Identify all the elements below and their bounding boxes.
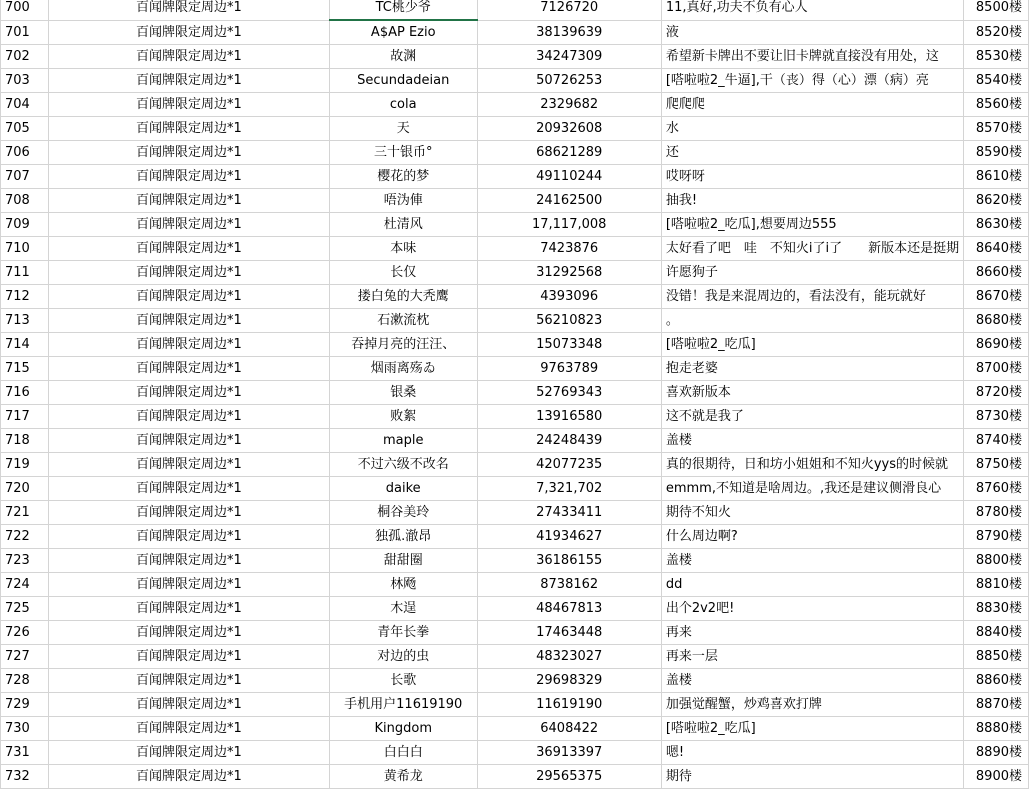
prize-cell[interactable]: 百闻牌限定周边*1 bbox=[48, 381, 329, 405]
comment-cell[interactable]: 液 bbox=[661, 20, 963, 45]
username-cell[interactable]: 搂白兔的大秃鹰 bbox=[329, 285, 477, 309]
table-row bbox=[1, 261, 1029, 285]
row-index-cell[interactable]: 730 bbox=[1, 717, 49, 741]
user-id-cell[interactable]: 13916580 bbox=[477, 405, 661, 429]
row-index-cell[interactable]: 700 bbox=[1, 0, 49, 20]
user-id-cell[interactable]: 36186155 bbox=[477, 549, 661, 573]
table-row bbox=[1, 717, 1029, 741]
user-id-cell[interactable]: 48467813 bbox=[477, 597, 661, 621]
prize-cell[interactable]: 百闻牌限定周边*1 bbox=[48, 45, 329, 69]
prize-cell[interactable]: 百闻牌限定周边*1 bbox=[48, 0, 329, 20]
username-cell[interactable]: maple bbox=[329, 429, 477, 453]
user-id-cell[interactable]: 49110244 bbox=[477, 165, 661, 189]
table-row bbox=[1, 597, 1029, 621]
username-cell[interactable]: 木逞 bbox=[329, 597, 477, 621]
user-id-cell[interactable]: 42077235 bbox=[477, 453, 661, 477]
table-row bbox=[1, 333, 1029, 357]
user-id-cell[interactable]: 8738162 bbox=[477, 573, 661, 597]
username-cell[interactable]: TC桃少爷 bbox=[329, 0, 477, 20]
comment-cell[interactable]: 抱走老婆 bbox=[661, 357, 963, 381]
username-cell[interactable]: 桐谷美玲 bbox=[329, 501, 477, 525]
floor-cell[interactable]: 8730楼 bbox=[964, 405, 1029, 429]
user-id-cell[interactable]: 52769343 bbox=[477, 381, 661, 405]
grid-body bbox=[1, 0, 1029, 789]
comment-cell[interactable]: 11,真好,功夫不负有心人 bbox=[661, 0, 963, 20]
row-index-cell[interactable]: 725 bbox=[1, 597, 49, 621]
username-cell[interactable]: Secundadeian bbox=[329, 69, 477, 93]
user-id-cell[interactable]: 7126720 bbox=[477, 0, 661, 20]
floor-cell[interactable]: 8540楼 bbox=[964, 69, 1029, 93]
comment-cell[interactable]: 。 bbox=[661, 309, 963, 333]
row-index-cell[interactable]: 718 bbox=[1, 429, 49, 453]
floor-cell[interactable]: 8660楼 bbox=[964, 261, 1029, 285]
user-id-cell[interactable]: 4393096 bbox=[477, 285, 661, 309]
floor-cell[interactable]: 8860楼 bbox=[964, 669, 1029, 693]
table-row bbox=[1, 45, 1029, 69]
row-index-cell[interactable]: 713 bbox=[1, 309, 49, 333]
prize-cell[interactable]: 百闻牌限定周边*1 bbox=[48, 333, 329, 357]
user-id-cell[interactable]: 68621289 bbox=[477, 141, 661, 165]
table-row bbox=[1, 285, 1029, 309]
username-cell[interactable]: 手机用户11619190 bbox=[329, 693, 477, 717]
username-cell[interactable]: Kingdom bbox=[329, 717, 477, 741]
table-row bbox=[1, 741, 1029, 765]
table-row bbox=[1, 309, 1029, 333]
row-index-cell[interactable]: 702 bbox=[1, 45, 49, 69]
table-row bbox=[1, 429, 1029, 453]
floor-cell[interactable]: 8620楼 bbox=[964, 189, 1029, 213]
row-index-cell[interactable]: 716 bbox=[1, 381, 49, 405]
table-row bbox=[1, 237, 1029, 261]
prize-cell[interactable]: 百闻牌限定周边*1 bbox=[48, 693, 329, 717]
prize-cell[interactable]: 百闻牌限定周边*1 bbox=[48, 237, 329, 261]
comment-cell[interactable]: 许愿狗子 bbox=[661, 261, 963, 285]
row-index-cell[interactable]: 714 bbox=[1, 333, 49, 357]
floor-cell[interactable]: 8700楼 bbox=[964, 357, 1029, 381]
floor-cell[interactable]: 8720楼 bbox=[964, 381, 1029, 405]
username-cell[interactable]: 银桑 bbox=[329, 381, 477, 405]
user-id-cell[interactable]: 20932608 bbox=[477, 117, 661, 141]
user-id-cell[interactable]: 29565375 bbox=[477, 765, 661, 789]
floor-cell[interactable]: 8640楼 bbox=[964, 237, 1029, 261]
table-row bbox=[1, 693, 1029, 717]
comment-cell[interactable]: 太好看了吧 哇 不知火i了i了 新版本还是挺期 bbox=[661, 237, 963, 261]
prize-cell[interactable]: 百闻牌限定周边*1 bbox=[48, 669, 329, 693]
floor-cell[interactable]: 8610楼 bbox=[964, 165, 1029, 189]
floor-cell[interactable]: 8830楼 bbox=[964, 597, 1029, 621]
row-index-cell[interactable]: 715 bbox=[1, 357, 49, 381]
prize-cell[interactable]: 百闻牌限定周边*1 bbox=[48, 429, 329, 453]
comment-cell[interactable]: 嗯! bbox=[661, 741, 963, 765]
user-id-cell[interactable]: 2329682 bbox=[477, 93, 661, 117]
username-cell[interactable]: 对边的虫 bbox=[329, 645, 477, 669]
row-index-cell[interactable]: 720 bbox=[1, 477, 49, 501]
username-cell[interactable]: 本味 bbox=[329, 237, 477, 261]
floor-cell[interactable]: 8740楼 bbox=[964, 429, 1029, 453]
row-index-cell[interactable]: 732 bbox=[1, 765, 49, 789]
table-row bbox=[1, 357, 1029, 381]
username-cell[interactable]: 独孤.澈昂 bbox=[329, 525, 477, 549]
prize-cell[interactable]: 百闻牌限定周边*1 bbox=[48, 69, 329, 93]
username-cell[interactable]: 白白白 bbox=[329, 741, 477, 765]
prize-cell[interactable]: 百闻牌限定周边*1 bbox=[48, 645, 329, 669]
user-id-cell[interactable]: 24162500 bbox=[477, 189, 661, 213]
prize-cell[interactable]: 百闻牌限定周边*1 bbox=[48, 525, 329, 549]
floor-cell[interactable]: 8690楼 bbox=[964, 333, 1029, 357]
floor-cell[interactable]: 8760楼 bbox=[964, 477, 1029, 501]
prize-cell[interactable]: 百闻牌限定周边*1 bbox=[48, 549, 329, 573]
user-id-cell[interactable]: 17,117,008 bbox=[477, 213, 661, 237]
floor-cell[interactable]: 8850楼 bbox=[964, 645, 1029, 669]
user-id-cell[interactable]: 24248439 bbox=[477, 429, 661, 453]
table-row bbox=[1, 477, 1029, 501]
comment-cell[interactable]: 哎呀呀 bbox=[661, 165, 963, 189]
floor-cell[interactable]: 8570楼 bbox=[964, 117, 1029, 141]
prize-cell[interactable]: 百闻牌限定周边*1 bbox=[48, 741, 329, 765]
user-id-cell[interactable]: 27433411 bbox=[477, 501, 661, 525]
user-id-cell[interactable]: 7,321,702 bbox=[477, 477, 661, 501]
username-cell[interactable]: 烟雨离殇ゐ bbox=[329, 357, 477, 381]
username-cell[interactable]: 长仅 bbox=[329, 261, 477, 285]
prize-cell[interactable]: 百闻牌限定周边*1 bbox=[48, 717, 329, 741]
comment-cell[interactable]: 水 bbox=[661, 117, 963, 141]
comment-cell[interactable]: dd bbox=[661, 573, 963, 597]
comment-cell[interactable]: 喜欢新版本 bbox=[661, 381, 963, 405]
row-index-cell[interactable]: 706 bbox=[1, 141, 49, 165]
comment-cell[interactable]: 希望新卡牌出不要让旧卡牌就直接没有用处，这 bbox=[661, 45, 963, 69]
row-index-cell[interactable]: 723 bbox=[1, 549, 49, 573]
row-index-cell[interactable]: 717 bbox=[1, 405, 49, 429]
comment-cell[interactable]: [嗒啦啦2_牛逼],干（丧）得（心）漂（病）亮 bbox=[661, 69, 963, 93]
prize-cell[interactable]: 百闻牌限定周边*1 bbox=[48, 20, 329, 45]
table-row bbox=[1, 549, 1029, 573]
comment-cell[interactable]: 真的很期待，日和坊小姐姐和不知火yys的时候就 bbox=[661, 453, 963, 477]
username-cell[interactable]: 天 bbox=[329, 117, 477, 141]
table-row bbox=[1, 93, 1029, 117]
username-cell[interactable]: 故渊 bbox=[329, 45, 477, 69]
floor-cell[interactable]: 8500楼 bbox=[964, 0, 1029, 20]
row-index-cell[interactable]: 710 bbox=[1, 237, 49, 261]
username-cell[interactable]: 杜清风 bbox=[329, 213, 477, 237]
user-id-cell[interactable]: 7423876 bbox=[477, 237, 661, 261]
comment-cell[interactable]: 加强觉醒蟹，炒鸡喜欢打牌 bbox=[661, 693, 963, 717]
table-row bbox=[1, 189, 1029, 213]
row-index-cell[interactable]: 724 bbox=[1, 573, 49, 597]
username-cell[interactable]: 樱花的梦 bbox=[329, 165, 477, 189]
floor-cell[interactable]: 8680楼 bbox=[964, 309, 1029, 333]
row-index-cell[interactable]: 719 bbox=[1, 453, 49, 477]
username-cell[interactable]: 败絮 bbox=[329, 405, 477, 429]
prize-cell[interactable]: 百闻牌限定周边*1 bbox=[48, 93, 329, 117]
username-cell[interactable]: 唔沩俥 bbox=[329, 189, 477, 213]
table-row bbox=[1, 213, 1029, 237]
row-index-cell[interactable]: 701 bbox=[1, 20, 49, 45]
row-index-cell[interactable]: 705 bbox=[1, 117, 49, 141]
row-index-cell[interactable]: 721 bbox=[1, 501, 49, 525]
comment-cell[interactable]: 盖楼 bbox=[661, 429, 963, 453]
table-row bbox=[1, 765, 1029, 789]
floor-cell[interactable]: 8870楼 bbox=[964, 693, 1029, 717]
floor-cell[interactable]: 8520楼 bbox=[964, 20, 1029, 45]
table-row bbox=[1, 453, 1029, 477]
floor-cell[interactable]: 8840楼 bbox=[964, 621, 1029, 645]
floor-cell[interactable]: 8750楼 bbox=[964, 453, 1029, 477]
row-index-cell[interactable]: 712 bbox=[1, 285, 49, 309]
prize-cell[interactable]: 百闻牌限定周边*1 bbox=[48, 285, 329, 309]
user-id-cell[interactable]: 56210823 bbox=[477, 309, 661, 333]
username-cell[interactable]: A$AP Ezio bbox=[329, 20, 477, 45]
comment-cell[interactable]: 没错！我是来混周边的，看法没有，能玩就好 bbox=[661, 285, 963, 309]
prize-cell[interactable]: 百闻牌限定周边*1 bbox=[48, 573, 329, 597]
comment-cell[interactable]: 期待不知火 bbox=[661, 501, 963, 525]
table-row bbox=[1, 645, 1029, 669]
row-index-cell[interactable]: 703 bbox=[1, 69, 49, 93]
floor-cell[interactable]: 8890楼 bbox=[964, 741, 1029, 765]
username-cell[interactable]: 青年长拳 bbox=[329, 621, 477, 645]
comment-cell[interactable]: 再来一层 bbox=[661, 645, 963, 669]
row-index-cell[interactable]: 729 bbox=[1, 693, 49, 717]
floor-cell[interactable]: 8880楼 bbox=[964, 717, 1029, 741]
row-index-cell[interactable]: 722 bbox=[1, 525, 49, 549]
username-cell[interactable]: 甜甜圈 bbox=[329, 549, 477, 573]
floor-cell[interactable]: 8630楼 bbox=[964, 213, 1029, 237]
prize-cell[interactable]: 百闻牌限定周边*1 bbox=[48, 357, 329, 381]
comment-cell[interactable]: 出个2v2吧! bbox=[661, 597, 963, 621]
comment-cell[interactable]: 盖楼 bbox=[661, 669, 963, 693]
comment-cell[interactable]: 盖楼 bbox=[661, 549, 963, 573]
floor-cell[interactable]: 8790楼 bbox=[964, 525, 1029, 549]
prize-cell[interactable]: 百闻牌限定周边*1 bbox=[48, 501, 329, 525]
prize-cell[interactable]: 百闻牌限定周边*1 bbox=[48, 597, 329, 621]
prize-cell[interactable]: 百闻牌限定周边*1 bbox=[48, 117, 329, 141]
user-id-cell[interactable]: 15073348 bbox=[477, 333, 661, 357]
prize-cell[interactable]: 百闻牌限定周边*1 bbox=[48, 213, 329, 237]
row-index-cell[interactable]: 709 bbox=[1, 213, 49, 237]
table-row bbox=[1, 621, 1029, 645]
user-id-cell[interactable]: 38139639 bbox=[477, 20, 661, 45]
table-row bbox=[1, 69, 1029, 93]
prize-cell[interactable]: 百闻牌限定周边*1 bbox=[48, 765, 329, 789]
table-row bbox=[1, 525, 1029, 549]
prize-cell[interactable]: 百闻牌限定周边*1 bbox=[48, 477, 329, 501]
username-cell[interactable]: 长歌 bbox=[329, 669, 477, 693]
user-id-cell[interactable]: 50726253 bbox=[477, 69, 661, 93]
table-row bbox=[1, 141, 1029, 165]
user-id-cell[interactable]: 17463448 bbox=[477, 621, 661, 645]
floor-cell[interactable]: 8560楼 bbox=[964, 93, 1029, 117]
username-cell[interactable]: 三十银币° bbox=[329, 141, 477, 165]
comment-cell[interactable]: emmm,不知道是啥周边。,我还是建议侧滑良心 bbox=[661, 477, 963, 501]
table-row bbox=[1, 405, 1029, 429]
table-row bbox=[1, 381, 1029, 405]
row-index-cell[interactable]: 731 bbox=[1, 741, 49, 765]
comment-cell[interactable]: 再来 bbox=[661, 621, 963, 645]
table-row bbox=[1, 501, 1029, 525]
table-row bbox=[1, 573, 1029, 597]
comment-cell[interactable]: [嗒啦啦2_吃瓜] bbox=[661, 717, 963, 741]
user-id-cell[interactable]: 9763789 bbox=[477, 357, 661, 381]
floor-cell[interactable]: 8800楼 bbox=[964, 549, 1029, 573]
user-id-cell[interactable]: 29698329 bbox=[477, 669, 661, 693]
prize-cell[interactable]: 百闻牌限定周边*1 bbox=[48, 141, 329, 165]
comment-cell[interactable]: 这不就是我了 bbox=[661, 405, 963, 429]
user-id-cell[interactable]: 6408422 bbox=[477, 717, 661, 741]
floor-cell[interactable]: 8780楼 bbox=[964, 501, 1029, 525]
user-id-cell[interactable]: 34247309 bbox=[477, 45, 661, 69]
user-id-cell[interactable]: 48323027 bbox=[477, 645, 661, 669]
floor-cell[interactable]: 8900楼 bbox=[964, 765, 1029, 789]
prize-cell[interactable]: 百闻牌限定周边*1 bbox=[48, 189, 329, 213]
floor-cell[interactable]: 8530楼 bbox=[964, 45, 1029, 69]
table-row bbox=[1, 117, 1029, 141]
user-id-cell[interactable]: 36913397 bbox=[477, 741, 661, 765]
row-index-cell[interactable]: 726 bbox=[1, 621, 49, 645]
prize-cell[interactable]: 百闻牌限定周边*1 bbox=[48, 261, 329, 285]
row-index-cell[interactable]: 708 bbox=[1, 189, 49, 213]
comment-cell[interactable]: 期待 bbox=[661, 765, 963, 789]
table-row bbox=[1, 669, 1029, 693]
comment-cell[interactable]: [嗒啦啦2_吃瓜] bbox=[661, 333, 963, 357]
prize-cell[interactable]: 百闻牌限定周边*1 bbox=[48, 165, 329, 189]
row-index-cell[interactable]: 711 bbox=[1, 261, 49, 285]
prize-cell[interactable]: 百闻牌限定周边*1 bbox=[48, 309, 329, 333]
comment-cell[interactable]: 爬爬爬 bbox=[661, 93, 963, 117]
comment-cell[interactable]: 什么周边啊? bbox=[661, 525, 963, 549]
user-id-cell[interactable]: 31292568 bbox=[477, 261, 661, 285]
comment-cell[interactable]: 还 bbox=[661, 141, 963, 165]
username-cell[interactable]: 不过六级不改名 bbox=[329, 453, 477, 477]
floor-cell[interactable]: 8810楼 bbox=[964, 573, 1029, 597]
username-cell[interactable]: 石漱流枕 bbox=[329, 309, 477, 333]
comment-cell[interactable]: 抽我! bbox=[661, 189, 963, 213]
username-cell[interactable]: 黄希龙 bbox=[329, 765, 477, 789]
table-row bbox=[1, 20, 1029, 45]
table-row bbox=[1, 165, 1029, 189]
prize-cell[interactable]: 百闻牌限定周边*1 bbox=[48, 405, 329, 429]
username-cell[interactable]: cola bbox=[329, 93, 477, 117]
floor-cell[interactable]: 8590楼 bbox=[964, 141, 1029, 165]
prize-cell[interactable]: 百闻牌限定周边*1 bbox=[48, 621, 329, 645]
user-id-cell[interactable]: 41934627 bbox=[477, 525, 661, 549]
floor-cell[interactable]: 8670楼 bbox=[964, 285, 1029, 309]
user-id-cell[interactable]: 11619190 bbox=[477, 693, 661, 717]
row-index-cell[interactable]: 707 bbox=[1, 165, 49, 189]
row-index-cell[interactable]: 727 bbox=[1, 645, 49, 669]
table-row bbox=[1, 0, 1029, 20]
row-index-cell[interactable]: 704 bbox=[1, 93, 49, 117]
prize-cell[interactable]: 百闻牌限定周边*1 bbox=[48, 453, 329, 477]
username-cell[interactable]: 林飏 bbox=[329, 573, 477, 597]
username-cell[interactable]: daike bbox=[329, 477, 477, 501]
comment-cell[interactable]: [嗒啦啦2_吃瓜],想要周边555 bbox=[661, 213, 963, 237]
row-index-cell[interactable]: 728 bbox=[1, 669, 49, 693]
username-cell[interactable]: 吞掉月亮的汪汪、 bbox=[329, 333, 477, 357]
